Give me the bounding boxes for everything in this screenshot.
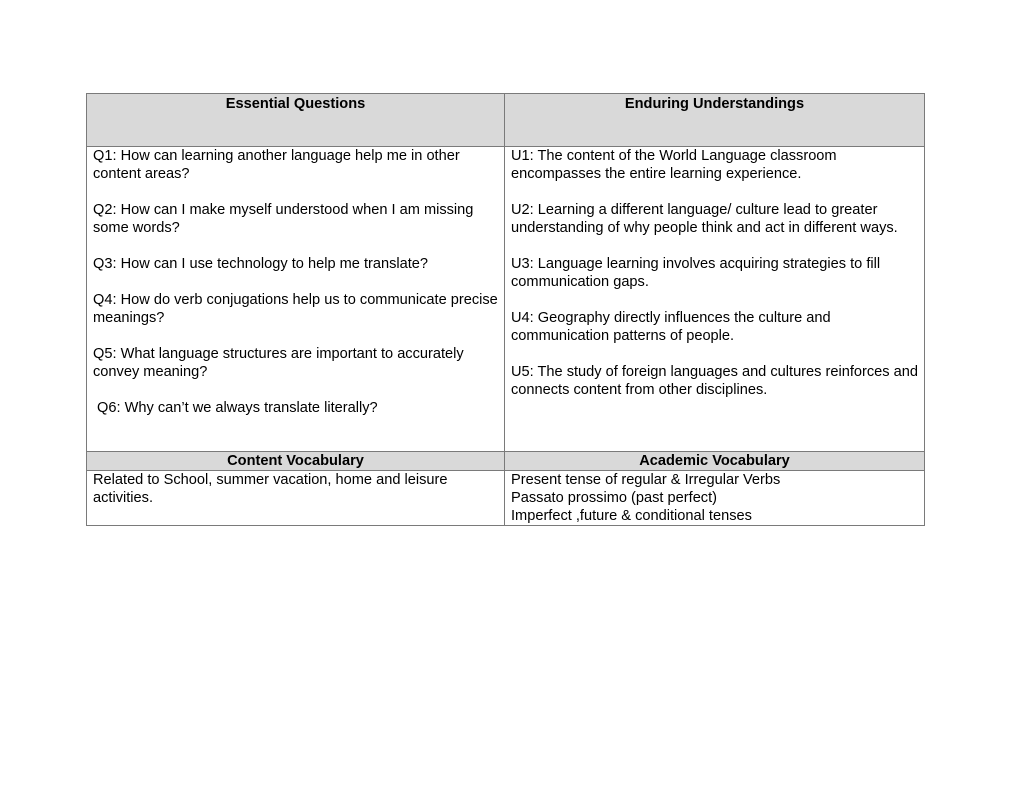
unit-plan-table [86,93,925,526]
question-item: Q3: How can I use technology to help me translate? [93,256,429,272]
academic-vocabulary-header: Academic Vocabulary [505,452,925,471]
academic-vocabulary-cell [505,471,925,526]
header-row [87,94,925,147]
content-vocabulary-cell [87,471,505,526]
vocabulary-row [87,471,925,526]
understanding-item: U3: Language learning involves acquiring strategies to fill communication gaps. [511,256,881,290]
content-vocabulary-header: Content Vocabulary [87,452,505,471]
understanding-item: U2: Learning a different language/ culture lead to greater understanding of why people think and act in different ways. [511,202,898,236]
question-item: Q4: How do verb conjugations help us to communicate precise meanings? [93,292,498,326]
question-item: Q1: How can learning another language help me in other content areas? [93,148,460,182]
understanding-item: U4: Geography directly influences the culture and communication patterns of people. [511,310,831,344]
academic-vocabulary-item: Imperfect ,future & conditional tenses [511,508,752,524]
essential-questions-header: Essential Questions [225,96,366,112]
question-item: Q5: What language structures are important to accurately convey meaning? [93,346,464,380]
question-item: Q6: Why can’t we always translate literally? [97,400,378,416]
understanding-item: U1: The content of the World Language classroom encompasses the entire learning experience. [511,148,837,182]
understanding-item: U5: The study of foreign languages and cultures reinforces and connects content from other disciplines. [511,364,918,398]
understandings-cell [505,147,925,452]
content-vocabulary-text: Related to School, summer vacation, home and leisure activities. [93,472,448,506]
essential-questions-header-cell [87,94,505,147]
questions-cell [87,147,505,452]
vocabulary-header-row [87,452,925,471]
question-item: Q2: How can I make myself understood when I am missing some words? [93,202,474,236]
content-row [87,147,925,452]
academic-vocabulary-item: Passato prossimo (past perfect) [511,490,718,506]
academic-vocabulary-item: Present tense of regular & Irregular Verbs [511,472,781,488]
enduring-understandings-header-cell [505,94,925,147]
enduring-understandings-header: Enduring Understandings [624,96,805,112]
